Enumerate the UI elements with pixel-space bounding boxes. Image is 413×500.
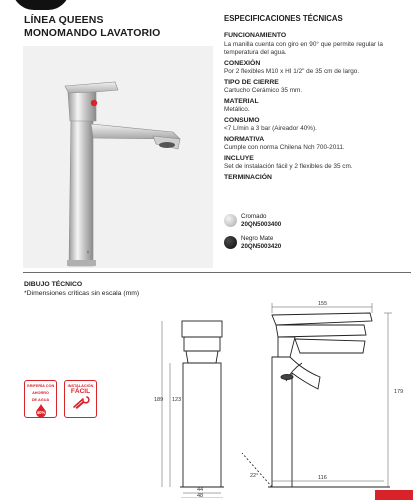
spec-item-conexion: CONEXIÓN Por 2 flexibles M10 x HI 1/2" de 35 cm de largo.	[224, 59, 360, 76]
technical-drawing-title: DIBUJO TÉCNICO	[24, 281, 83, 288]
technical-drawing-subtitle: *Dimensiones críticas sin escala (mm)	[24, 289, 140, 297]
finish-swatch-cromado	[224, 214, 237, 227]
finish-name: Cromado	[241, 213, 267, 220]
specifications-title: ESPECIFICACIONES TÉCNICAS	[224, 14, 343, 23]
product-line: LÍNEA QUEENS	[24, 14, 104, 26]
dimension-116: 116	[318, 475, 327, 481]
svg-text:▮: ▮	[87, 250, 89, 254]
brand-corner	[375, 490, 413, 500]
wrench-icon	[71, 395, 91, 409]
water-saving-value: 40%	[36, 409, 45, 415]
spec-item-consumo: CONSUMO <7 L/min a 3 bar (Aireador 40%).	[224, 116, 317, 133]
spec-item-normativa: NORMATIVA Cumple con norma Chilena Nch 700-2011.	[224, 135, 345, 152]
spec-item-tipo-de-cierre: TIPO DE CIERRE Cartucho Cerámico 35 mm.	[224, 78, 303, 95]
spec-item-funcionamiento: FUNCIONAMIENTO La manilla cuenta con giro en 90° que permite regular la temperatura del agua.	[224, 32, 383, 57]
spec-item-material: MATERIAL Metálico.	[224, 97, 259, 114]
finish-negro-mate	[224, 235, 281, 251]
finish-name: Negro Mate	[241, 235, 274, 242]
finish-code: 20QN5003420	[241, 242, 282, 250]
header-decoration	[12, 0, 70, 10]
product-photo	[23, 46, 213, 268]
dimension-189: 189	[154, 397, 164, 403]
product-model: MONOMANDO LAVATORIO	[24, 27, 161, 39]
finish-swatch-negro-mate	[224, 236, 237, 249]
spec-item-incluye: INCLUYE Set de instalación fácil y 2 flexibles de 35 cm.	[224, 154, 353, 171]
water-drop-icon	[34, 403, 48, 417]
spec-item-terminacion: TERMINACIÓN	[224, 173, 272, 181]
dimension-44: 44	[197, 487, 204, 493]
water-saving-badge: GRIFERÍA CON AHORRO DE AGUA 40%	[24, 380, 57, 418]
finish-cromado	[224, 213, 281, 229]
technical-drawing	[150, 293, 412, 498]
front-view-handle	[182, 321, 222, 337]
faucet-image	[23, 46, 213, 268]
finish-code: 20QN5003400	[241, 220, 282, 228]
specifications-panel	[224, 15, 410, 182]
dimension-155: 155	[318, 301, 328, 307]
technical-drawing-header	[24, 281, 139, 298]
section-divider	[23, 272, 411, 273]
dimension-48: 48	[197, 493, 204, 498]
dimension-179: 179	[394, 389, 404, 395]
dimension-angle: 22°	[250, 473, 259, 479]
dimension-123: 123	[172, 397, 182, 403]
side-view-handle	[272, 313, 372, 325]
front-view-body	[183, 363, 221, 487]
side-view-body	[272, 357, 320, 487]
product-title	[24, 14, 160, 40]
easy-install-badge: INSTALACIÓN FÁCIL	[64, 380, 97, 418]
